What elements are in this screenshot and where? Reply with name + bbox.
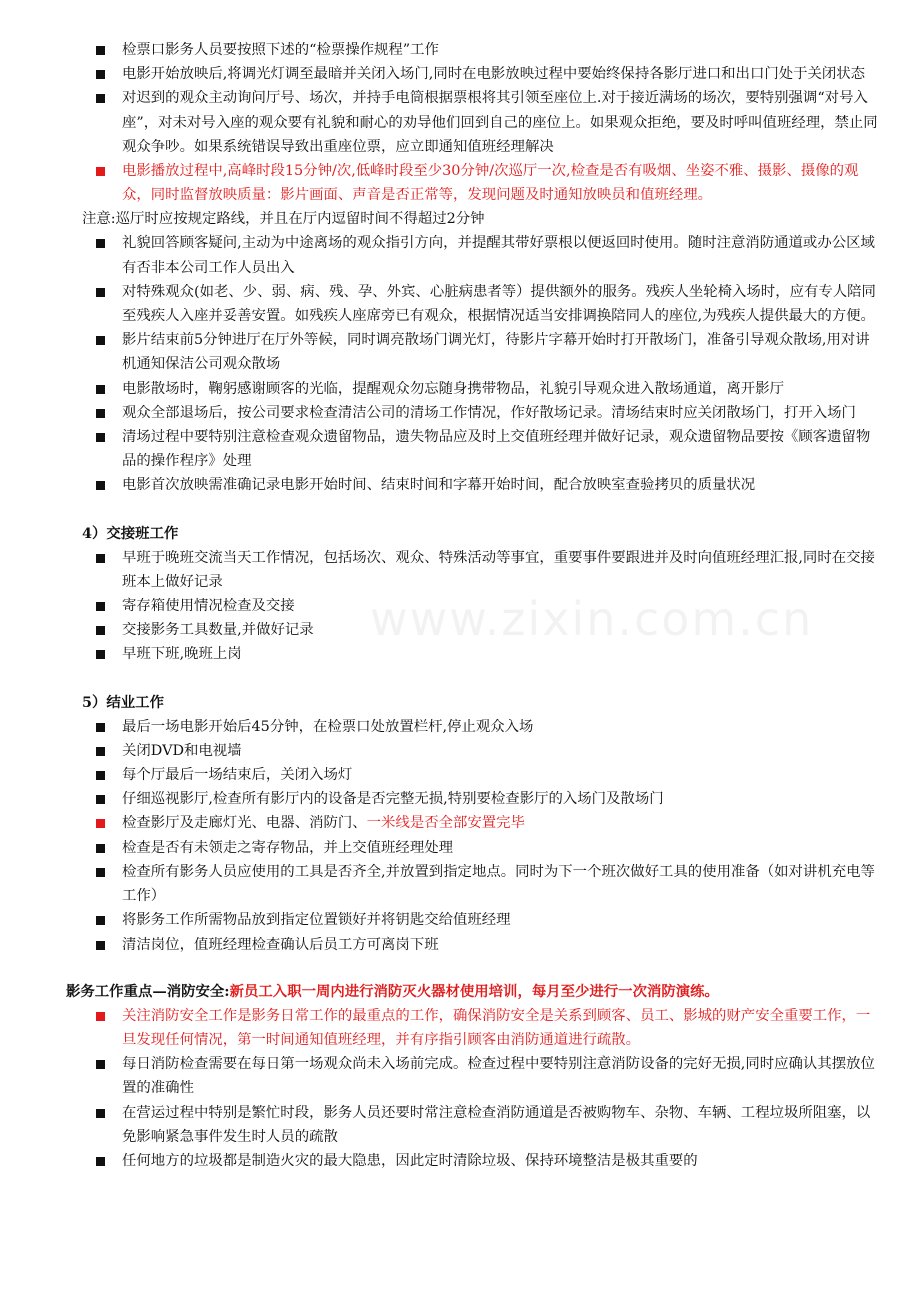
bullet-icon <box>96 868 105 877</box>
section-heading-handover: 4）交接班工作 <box>82 524 179 542</box>
watermark: www.zixin.com.cn <box>370 592 814 646</box>
service-list <box>0 231 920 497</box>
bullet-icon <box>96 1012 105 1021</box>
list-item: 电影散场时，鞠躬感谢顾客的光临，提醒观众勿忘随身携带物品，礼貌引导观众进入散场通道，离开影厅 <box>0 377 920 401</box>
list-item: 电影首次放映需准确记录电影开始时间、结束时间和字幕开始时间，配合放映室查验拷贝的质量状况 <box>0 473 920 497</box>
list-item: 每个厅最后一场结束后，关闭入场灯 <box>0 763 920 787</box>
list-item-highlight: 关注消防安全工作是影务日常工作的最重点的工作，确保消防安全是关系到顾客、员工、影城的财产安全重要工作，一旦发现任何情况，第一时间通知值班经理，并有序指引顾客由消防通道进行疏散。 <box>0 1004 920 1052</box>
list-item: 影片结束前5分钟进厅在厅外等候，同时调亮散场门调光灯，待影片字幕开始时打开散场门，准备引导观众散场,用对讲机通知保洁公司观众散场 <box>0 328 920 376</box>
list-item: 礼貌回答顾客疑问,主动为中途离场的观众指引方向，并提醒其带好票根以便返回时使用。随时注意消防通道或办公区域有否非本公司工作人员出入 <box>0 231 920 279</box>
patrol-note: 注意:巡厅时应按规定路线，并且在厅内逗留时间不得超过2分钟 <box>82 211 485 228</box>
bullet-icon <box>96 602 105 611</box>
section-heading-closing: 5）结业工作 <box>82 693 164 711</box>
bullet-icon <box>96 239 105 248</box>
list-item: 检查所有影务人员应使用的工具是否齐全,并放置到指定地点。同时为下一个班次做好工具的使用准备（如对讲机充电等工作） <box>0 860 920 908</box>
bullet-icon <box>96 795 105 804</box>
list-item: 关闭DVD和电视墙 <box>0 739 920 763</box>
list-item: 最后一场电影开始后45分钟，在检票口处放置栏杆,停止观众入场 <box>0 715 920 739</box>
list-item: 任何地方的垃圾都是制造火灾的最大隐患，因此定时清除垃圾、保持环境整洁是极其重要的 <box>0 1149 920 1173</box>
bullet-icon <box>96 70 105 79</box>
list-item: 检查是否有未领走之寄存物品，并上交值班经理处理 <box>0 836 920 860</box>
list-item: 将影务工作所需物品放到指定位置锁好并将钥匙交给值班经理 <box>0 908 920 932</box>
list-item-highlight: 检查影厅及走廊灯光、电器、消防门、一米线是否全部安置完毕 <box>0 811 920 835</box>
fire-safety-list <box>0 1004 920 1173</box>
list-item: 寄存箱使用情况检查及交接 <box>0 594 920 618</box>
bullet-icon <box>96 385 105 394</box>
list-item: 每日消防检查需要在每日第一场观众尚未入场前完成。检查过程中要特别注意消防设备的完好无损,同时应确认其摆放位置的准确性 <box>0 1052 920 1100</box>
list-item: 仔细巡视影厅,检查所有影厅内的设备是否完整无损,特别要检查影厅的入场门及散场门 <box>0 787 920 811</box>
document-page <box>0 38 920 1173</box>
bullet-icon <box>96 650 105 659</box>
handover-list <box>0 546 920 667</box>
list-item: 在营运过程中特别是繁忙时段，影务人员还要时常注意检查消防通道是否被购物车、杂物、车辆、工程垃圾所阻塞，以免影响紧急事件发生时人员的疏散 <box>0 1101 920 1149</box>
bullet-icon <box>96 626 105 635</box>
bullet-icon <box>96 433 105 442</box>
ticket-check-list <box>0 38 920 207</box>
list-item: 检票口影务人员要按照下述的“检票操作规程”工作 <box>0 38 920 62</box>
list-item: 交接影务工具数量,并做好记录 <box>0 618 920 642</box>
list-item: 对特殊观众(如老、少、弱、病、残、孕、外宾、心脏病患者等）提供额外的服务。残疾人坐轮椅入场时，应有专人陪同至残疾人入座并妥善安置。如残疾人座席旁已有观众，根据情况适当安排调换陪同人的座位,为残疾人提供最大的方便。 <box>0 280 920 328</box>
bullet-icon <box>96 1109 105 1118</box>
list-item: 对迟到的观众主动询问厅号、场次，并持手电筒根据票根将其引领至座位上.对于接近满场的场次，要特别强调“对号入座”，对未对号入座的观众要有礼貌和耐心的劝导他们回到自己的座位上。如果观众拒绝，要及时呼叫值班经理，禁止同观众争吵。如果系统错误导致出重座位票，应立即通知值班经理解决 <box>0 86 920 159</box>
bullet-icon <box>96 916 105 925</box>
bullet-icon <box>96 288 105 297</box>
bullet-icon <box>96 94 105 103</box>
list-item: 电影开始放映后,将调光灯调至最暗并关闭入场门,同时在电影放映过程中要始终保持各影厅进口和出口门处于关闭状态 <box>0 62 920 86</box>
list-item: 观众全部退场后，按公司要求检查清洁公司的清场工作情况，作好散场记录。清场结束时应关闭散场门，打开入场门 <box>0 401 920 425</box>
list-item: 清洁岗位，值班经理检查确认后员工方可离岗下班 <box>0 933 920 957</box>
list-item: 早班下班,晚班上岗 <box>0 642 920 666</box>
bullet-icon <box>96 941 105 950</box>
fire-safety-heading: 影务工作重点—消防安全:新员工入职一周内进行消防灭火器材使用培训，每月至少进行一次消防演练。 <box>66 982 719 1000</box>
list-item-highlight: 电影播放过程中,高峰时段15分钟/次,低峰时段至少30分钟/次巡厅一次,检查是否有吸烟、坐姿不雅、摄影、摄像的观众，同时监督放映质量：影片画面、声音是否正常等，发现问题及时通知放映员和值班经理。 <box>0 159 920 207</box>
bullet-icon <box>96 554 105 563</box>
bullet-icon <box>96 167 105 176</box>
list-item: 清场过程中要特别注意检查观众遗留物品，遗失物品应及时上交值班经理并做好记录，观众遗留物品要按《顾客遗留物品的操作程序》处理 <box>0 425 920 473</box>
bullet-icon <box>96 723 105 732</box>
closing-list <box>0 715 920 957</box>
list-item: 早班于晚班交流当天工作情况，包括场次、观众、特殊活动等事宜，重要事件要跟进并及时向值班经理汇报,同时在交接班本上做好记录 <box>0 546 920 594</box>
bullet-icon <box>96 844 105 853</box>
bullet-icon <box>96 1157 105 1166</box>
bullet-icon <box>96 336 105 345</box>
bullet-icon <box>96 1060 105 1069</box>
bullet-icon <box>96 409 105 418</box>
bullet-icon <box>96 46 105 55</box>
bullet-icon <box>96 481 105 490</box>
bullet-icon <box>96 771 105 780</box>
bullet-icon <box>96 747 105 756</box>
bullet-icon <box>96 819 105 828</box>
